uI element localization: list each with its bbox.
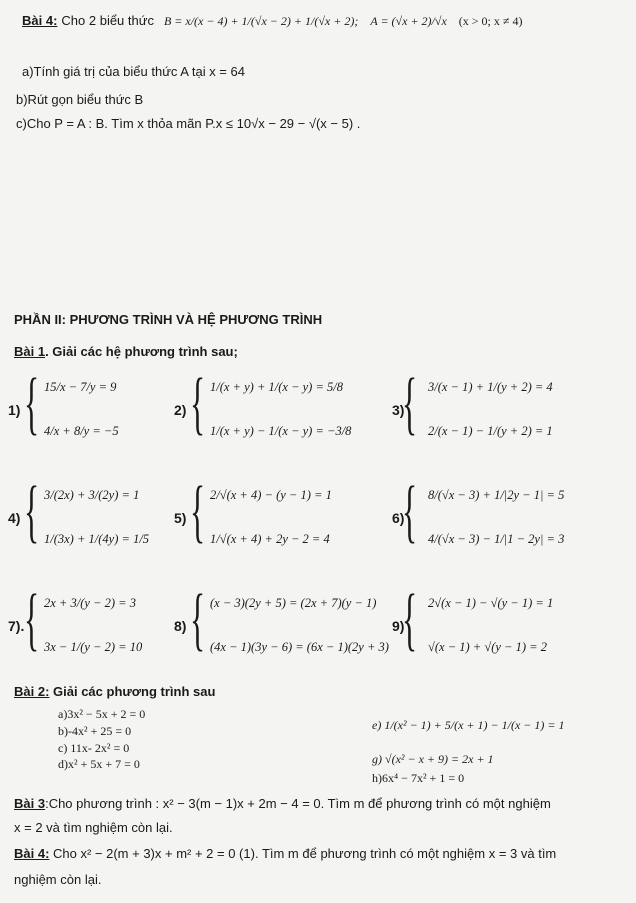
bai1-label: Bài 1 (14, 344, 46, 359)
system-equation-1: 3/(2x) + 3/(2y) = 1 (44, 488, 140, 502)
bai4-label: Bài 4: (22, 13, 58, 28)
condition: (x > 0; x ≠ 4) (458, 14, 523, 28)
question-b: b)Rút gọn biểu thức B (16, 92, 144, 107)
bai3-line1 (14, 796, 551, 811)
expr-a: A = (√x + 2)/√x (370, 14, 447, 28)
bai3-line2: x = 2 và tìm nghiệm còn lại. (14, 820, 173, 835)
bai1-text: . Giải các hệ phương trình sau; (45, 344, 238, 359)
system-number: 5) (174, 510, 187, 526)
bai1-header (14, 344, 238, 359)
bai2-item-d: d)x² + 5x + 7 = 0 (58, 757, 140, 771)
question-a: a)Tính giá trị của biểu thức A tại x = 64 (22, 64, 245, 79)
system-equation-1: 3/(x − 1) + 1/(y + 2) = 4 (428, 380, 553, 394)
bai4-header (22, 12, 522, 30)
system-equation-2: 3x − 1/(y − 2) = 10 (44, 640, 143, 654)
system-brace: { (24, 581, 40, 658)
bai4b-label: Bài 4: (14, 846, 50, 861)
system-number: 2) (174, 402, 187, 418)
question-c: c)Cho P = A : B. Tìm x thỏa mãn P.x ≤ 10√x − 29 − √(x − 5) . (16, 116, 361, 131)
bai2-label: Bài 2: (14, 684, 50, 699)
bai3-text: :Cho phương trình : x² − 3(m − 1)x + 2m − 4 = 0. Tìm m để phương trình có một nghiệm (45, 796, 551, 811)
system-equation-2: 4/x + 8/y = −5 (44, 424, 119, 438)
system-equation-1: 2x + 3/(y − 2) = 3 (44, 596, 136, 610)
expr-b: B = x/(x − 4) + 1/(√x − 2) + 1/(√x + 2); (163, 14, 359, 28)
system-equation-1: 8/(√x − 3) + 1/|2y − 1| = 5 (428, 488, 565, 502)
system-equation-2: 1/(3x) + 1/(4y) = 1/5 (44, 532, 150, 546)
bai4b-text: Cho x² − 2(m + 3)x + m² + 2 = 0 (1). Tìm m để phương trình có một nghiệm x = 3 và tìm (49, 846, 557, 861)
system-equation-2: 2/(x − 1) − 1/(y + 2) = 1 (428, 424, 553, 438)
bai2-item-b: b)-4x² + 25 = 0 (58, 724, 132, 738)
bai2-item-g: g) √(x² − x + 9) = 2x + 1 (372, 752, 494, 766)
bai2-header (14, 684, 215, 699)
system-equation-2: (4x − 1)(3y − 6) = (6x − 1)(2y + 3) (210, 640, 389, 654)
system-brace: { (402, 365, 418, 442)
system-number: 3) (392, 402, 405, 418)
system-equation-2: √(x − 1) + √(y − 1) = 2 (428, 640, 547, 654)
system-equation-1: 15/x − 7/y = 9 (44, 380, 117, 394)
bai4b-line1 (14, 846, 556, 861)
bai2-item-e: e) 1/(x² − 1) + 5/(x + 1) − 1/(x − 1) = 1 (372, 718, 565, 732)
bai2-item-a: a)3x² − 5x + 2 = 0 (58, 707, 146, 721)
system-number: 4) (8, 510, 21, 526)
system-number: 8) (174, 618, 187, 634)
system-brace: { (190, 473, 206, 550)
bai2-text: Giải các phương trình sau (49, 684, 216, 699)
system-number: 1) (8, 402, 21, 418)
system-number: 7). (8, 618, 25, 634)
system-equation-2: 1/√(x + 4) + 2y − 2 = 4 (210, 532, 330, 546)
system-equation-1: 2√(x − 1) − √(y − 1) = 1 (428, 596, 554, 610)
system-equation-1: 1/(x + y) + 1/(x − y) = 5/8 (210, 380, 344, 394)
bai4b-line2: nghiệm còn lại. (14, 872, 102, 887)
system-number: 6) (392, 510, 405, 526)
system-equation-1: (x − 3)(2y + 5) = (2x + 7)(y − 1) (210, 596, 377, 610)
bai4-intro: Cho 2 biểu thức (61, 13, 154, 28)
system-brace: { (402, 473, 418, 550)
system-brace: { (402, 581, 418, 658)
system-brace: { (24, 365, 40, 442)
system-brace: { (190, 365, 206, 442)
system-equation-1: 2/√(x + 4) − (y − 1) = 1 (210, 488, 332, 502)
bai2-item-h: h)6x⁴ − 7x² + 1 = 0 (372, 771, 465, 785)
bai3-label: Bài 3 (14, 796, 46, 811)
system-equation-2: 1/(x + y) − 1/(x − y) = −3/8 (210, 424, 352, 438)
system-brace: { (24, 473, 40, 550)
bai2-item-c: c) 11x- 2x² = 0 (58, 741, 130, 755)
system-number: 9) (392, 618, 405, 634)
system-brace: { (190, 581, 206, 658)
part2-heading: PHẦN II: PHƯƠNG TRÌNH VÀ HỆ PHƯƠNG TRÌNH (14, 312, 323, 327)
system-equation-2: 4/(√x − 3) − 1/|1 − 2y| = 3 (428, 532, 565, 546)
